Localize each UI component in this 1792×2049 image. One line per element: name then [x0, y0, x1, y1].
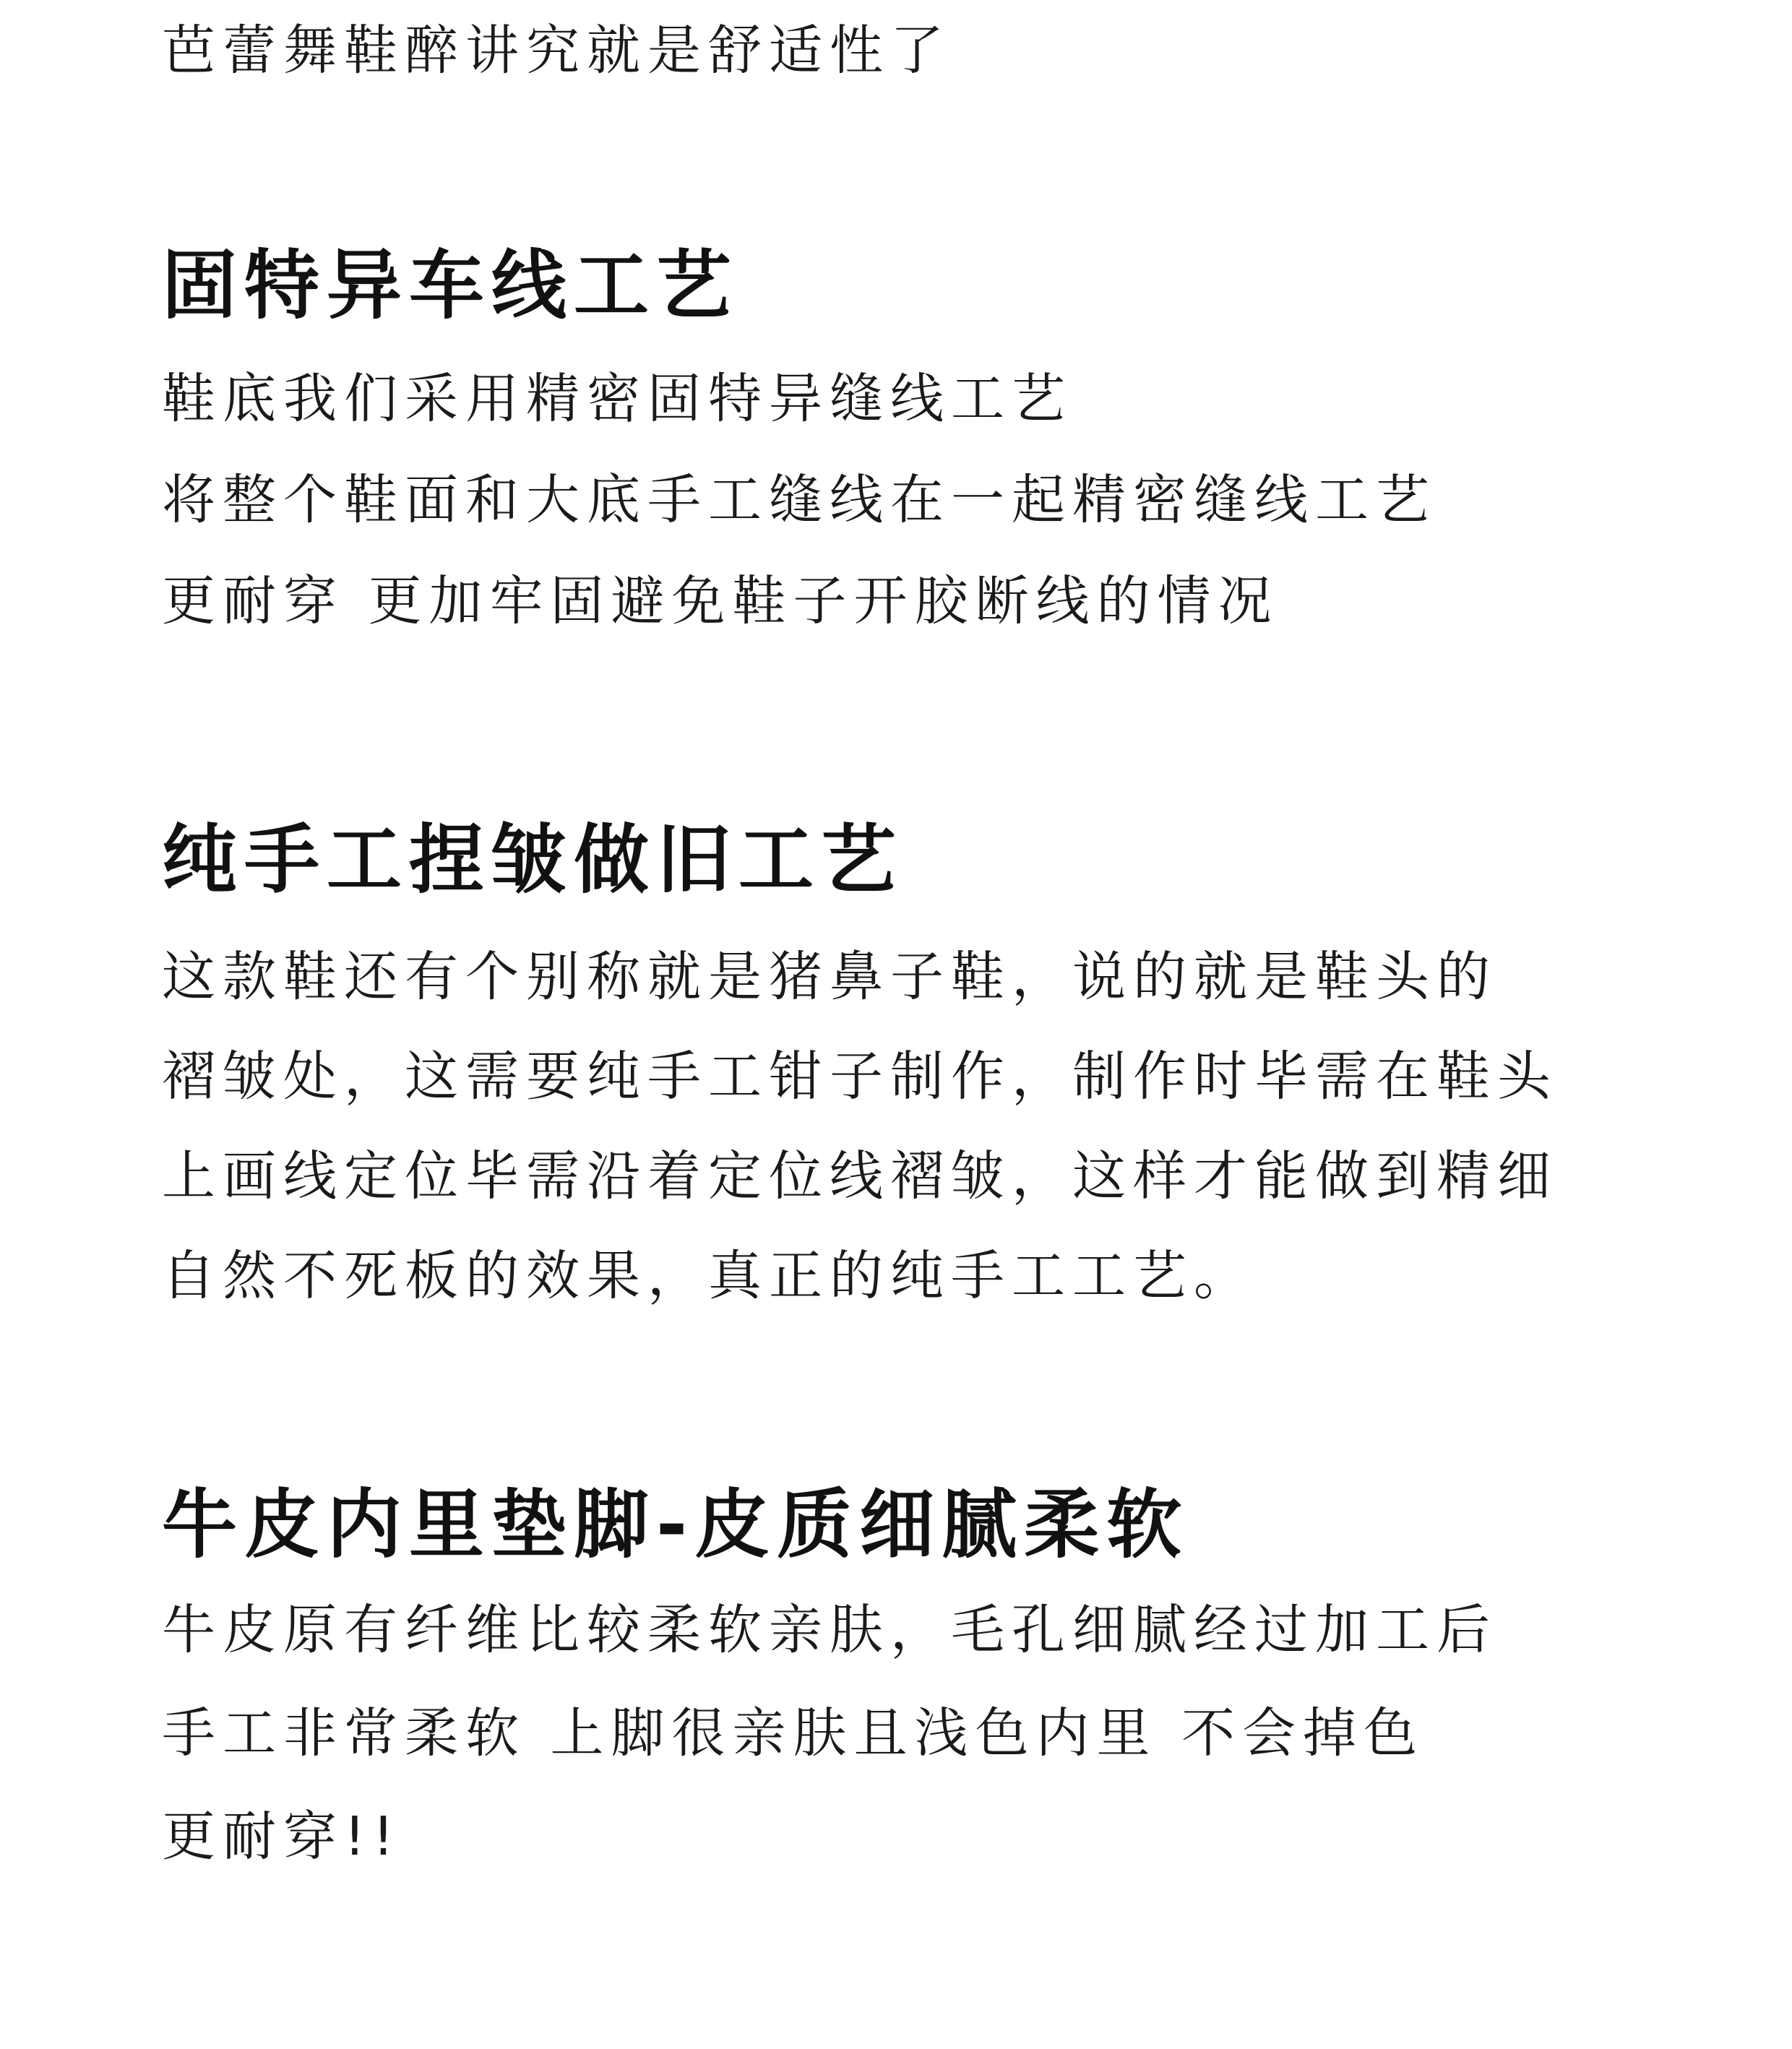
- section-body: [162, 348, 1752, 652]
- section-body: [162, 927, 1752, 1326]
- body-line: 自然不死板的效果，真正的纯手工工艺。: [162, 1245, 1254, 1307]
- section-handmade-wrinkle: [162, 806, 1752, 1326]
- body-line: 牛皮原有纤维比较柔软亲肤，毛孔细腻经过加工后: [162, 1599, 1497, 1661]
- body-line: 鞋底我们采用精密固特异缝线工艺: [162, 368, 1072, 430]
- section-title: 固特异车线工艺: [162, 241, 739, 329]
- body-line: 褶皱处，这需要纯手工钳子制作，制作时毕需在鞋头: [162, 1045, 1558, 1108]
- body-line: 将整个鞋面和大底手工缝线在一起精密缝线工艺: [162, 469, 1436, 531]
- body-line: 这款鞋还有个别称就是猪鼻子鞋，说的就是鞋头的: [162, 946, 1497, 1008]
- body-line: 手工非常柔软 上脚很亲肤且浅色内里 不会掉色: [162, 1702, 1425, 1764]
- section-title: 纯手工捏皱做旧工艺: [162, 816, 904, 904]
- section-title: 牛皮内里垫脚-皮质细腻柔软: [162, 1480, 1189, 1569]
- section-leather-lining: [162, 1470, 1752, 1889]
- body-line: 更耐穿!!: [162, 1806, 402, 1868]
- body-line: 更耐穿 更加牢固避免鞋子开胶断线的情况: [162, 570, 1279, 632]
- intro-text: 芭蕾舞鞋醉讲究就是舒适性了: [162, 20, 951, 82]
- section-stitching: [162, 231, 1752, 652]
- body-line: 上画线定位毕需沿着定位线褶皱，这样才能做到精细: [162, 1145, 1558, 1207]
- section-body: [162, 1579, 1752, 1889]
